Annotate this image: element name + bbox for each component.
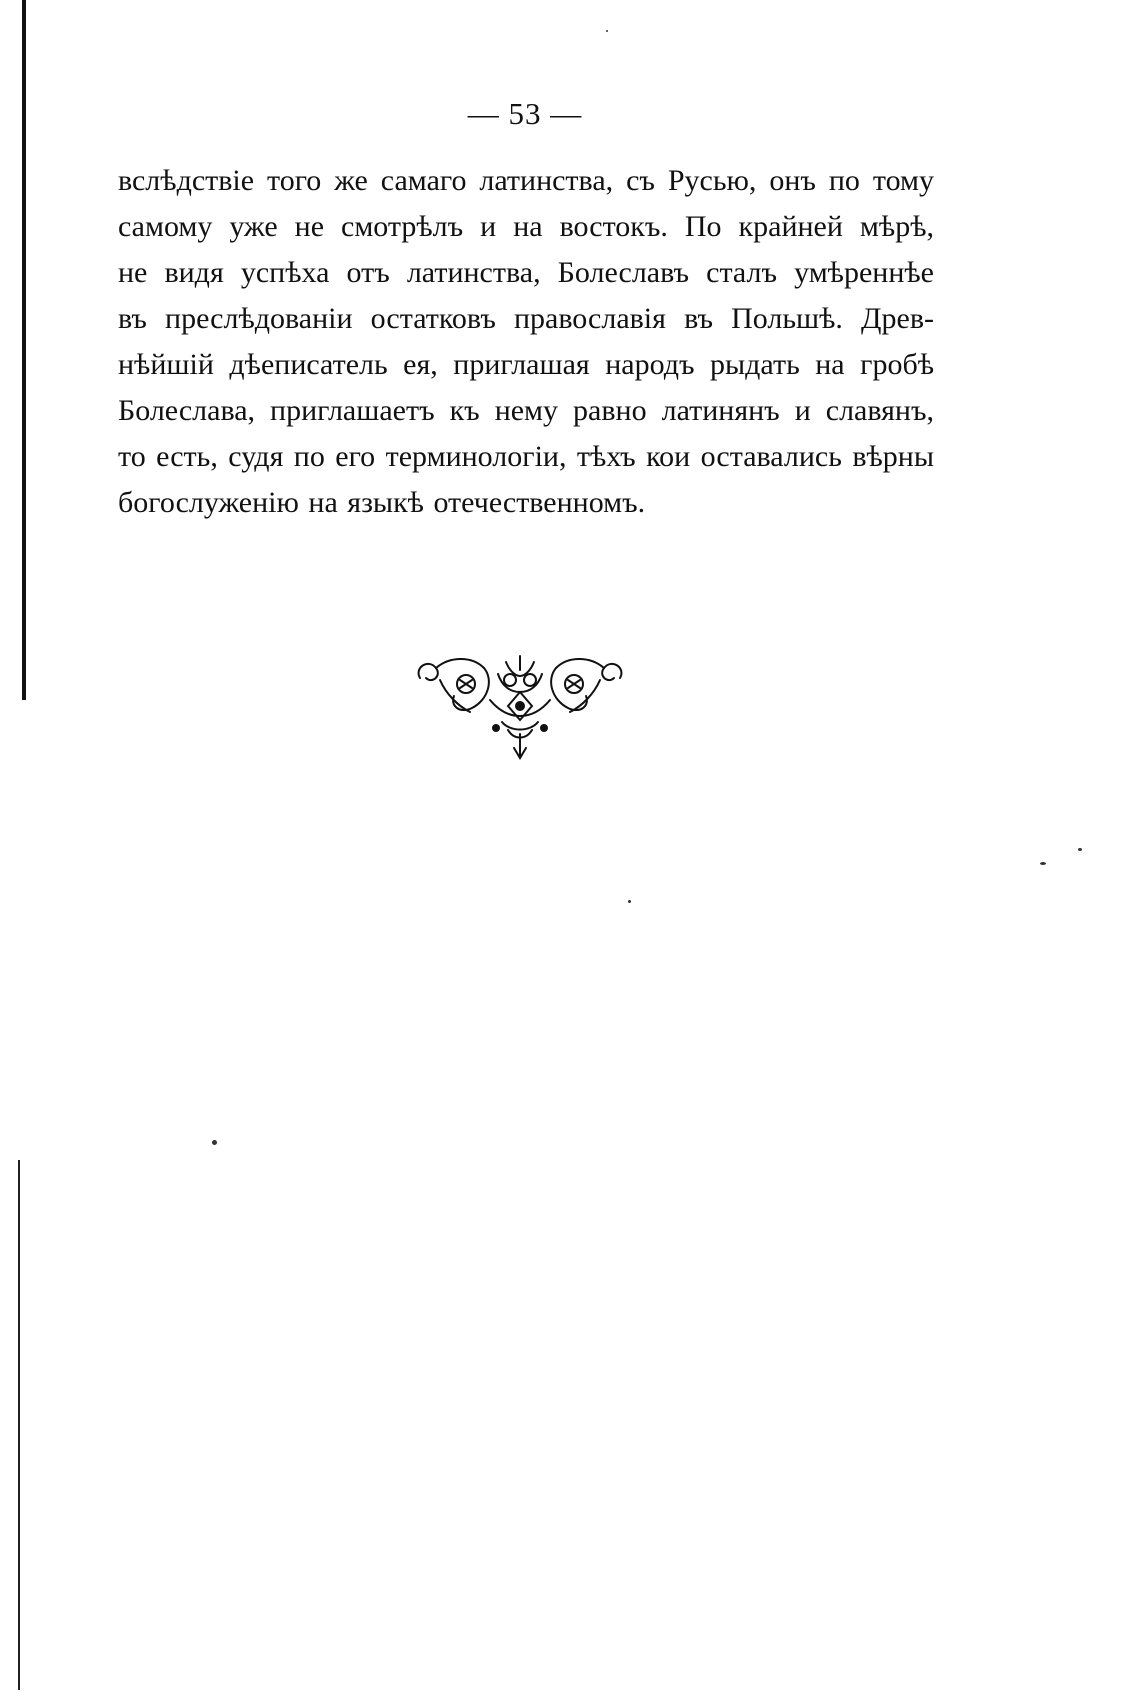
text-line: Болеслава, приглашаетъ къ нему равно латинянъ и славянъ, [118, 394, 934, 427]
paper-speck [212, 1140, 217, 1145]
text-line-last: богослуженію на языкѣ отечественномъ. [118, 486, 646, 519]
text-line: не видя успѣха отъ латинства, Болеславъ сталъ умѣреннѣе [118, 256, 934, 289]
paper-speck [1040, 862, 1046, 865]
text-line: самому уже не смотрѣлъ и на востокъ. По крайней мѣрѣ, [118, 210, 934, 243]
text-line: нѣйшій дѣеписатель ея, приглашая народъ рыдать на гробѣ [118, 348, 934, 381]
body-text [118, 158, 934, 526]
paper-speck [1078, 848, 1082, 851]
page-number: — 53 — [467, 96, 583, 131]
paper-speck [628, 900, 631, 903]
binding-edge-lower [18, 1160, 20, 1690]
text-line: то есть, судя по его терминологіи, тѣхъ кои оставались вѣрны [118, 440, 934, 473]
text-line: въ преслѣдованіи остатковъ православія въ Польшѣ. Древ- [118, 302, 934, 335]
text-line: вслѣдствіе того же самаго латинства, съ Русью, онъ по тому [118, 164, 934, 197]
floral-vignette-icon [410, 650, 630, 770]
paper-speck [606, 30, 608, 32]
